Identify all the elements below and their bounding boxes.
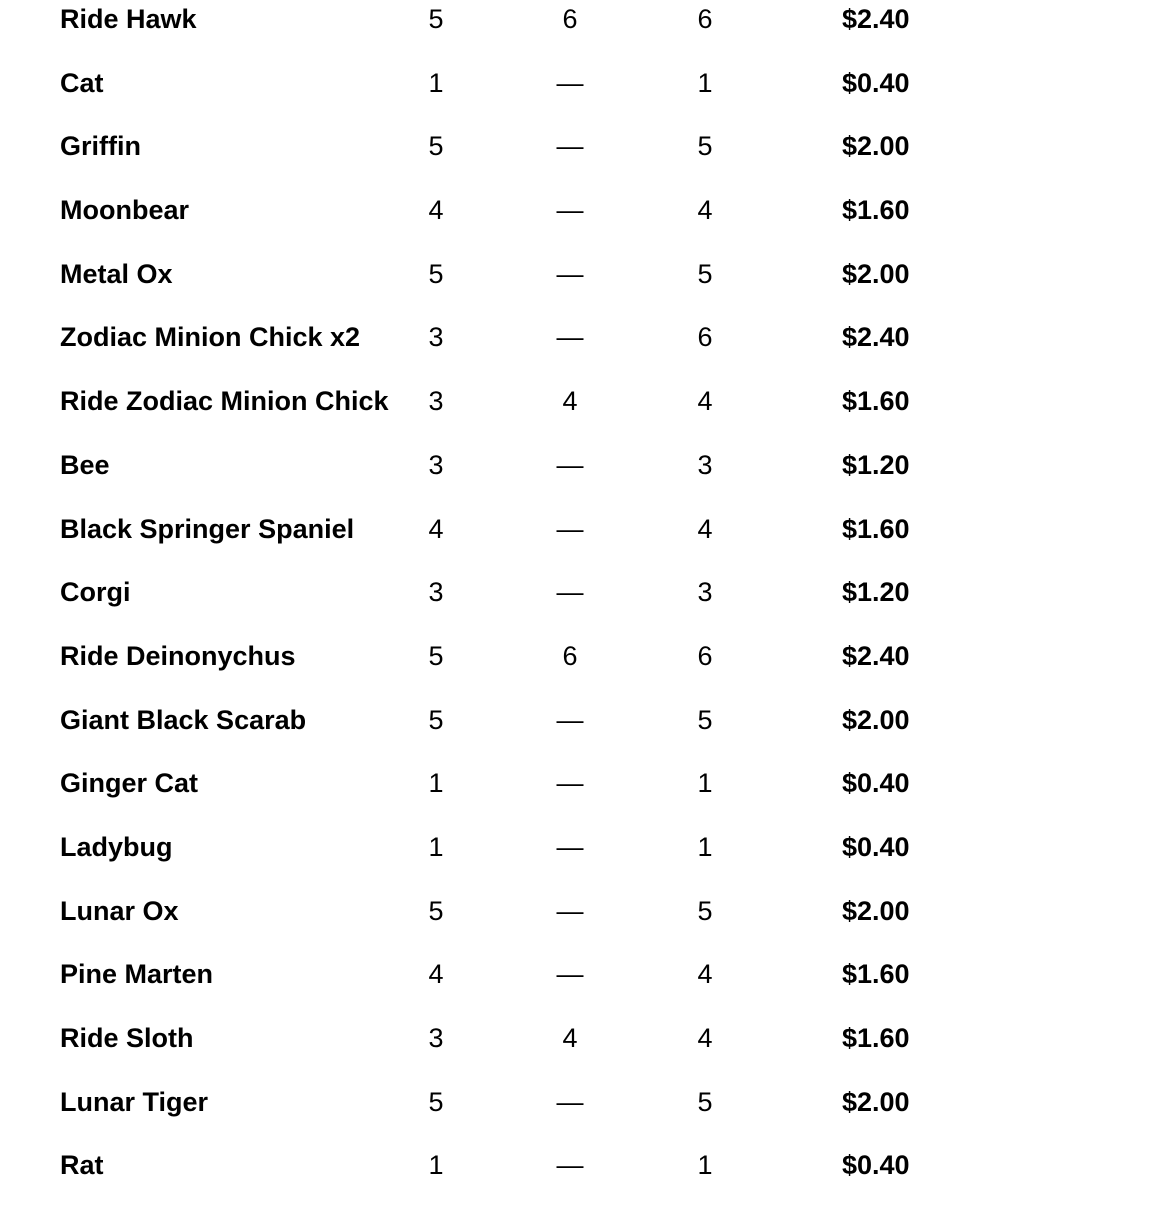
row-col-1: 5	[428, 895, 444, 926]
table-row	[0, 64, 1168, 128]
row-col-3: 5	[697, 704, 713, 735]
row-col-3: 4	[697, 1023, 713, 1053]
row-col-2: —	[556, 959, 584, 990]
row-name: Giant Black Scarab	[60, 704, 307, 735]
row-col-2: —	[556, 895, 584, 926]
table-row	[0, 382, 1168, 446]
table-row	[0, 0, 1168, 64]
row-col-3: 4	[697, 195, 713, 226]
row-name: Bee	[60, 449, 110, 480]
row-name: Ride Zodiac Minion Chick	[60, 386, 389, 417]
row-name: Rat	[60, 1150, 104, 1181]
row-col-2: —	[556, 513, 584, 544]
row-col-3: 6	[697, 4, 713, 34]
row-name: Ginger Cat	[60, 768, 199, 799]
row-col-1: 5	[428, 640, 444, 671]
row-col-2: —	[556, 831, 584, 862]
row-price: $1.20	[842, 577, 910, 608]
row-col-1: 4	[428, 195, 444, 226]
row-col-2: —	[556, 322, 584, 353]
row-price: $2.40	[842, 322, 910, 353]
row-name: Metal Ox	[60, 258, 173, 289]
row-name: Moonbear	[60, 195, 190, 226]
row-col-1: 3	[428, 449, 444, 480]
row-col-2: —	[556, 195, 584, 226]
row-col-2: —	[556, 768, 584, 799]
row-col-1: 3	[428, 1023, 444, 1053]
row-name: Ride Sloth	[60, 1023, 194, 1053]
row-col-3: 1	[697, 67, 713, 98]
row-name: Corgi	[60, 577, 131, 608]
row-col-3: 4	[697, 513, 713, 544]
row-price: $1.60	[842, 195, 910, 226]
row-col-2: 6	[562, 640, 578, 671]
row-price: $1.20	[842, 449, 910, 480]
row-name: Ride Deinonychus	[60, 640, 296, 671]
row-price: $1.60	[842, 513, 910, 544]
row-col-2: 6	[562, 4, 578, 34]
row-price: $0.40	[842, 768, 910, 799]
row-name: Zodiac Minion Chick x2	[60, 322, 361, 353]
row-price: $1.60	[842, 1023, 910, 1053]
row-name: Ride Hawk	[60, 4, 197, 34]
table-row	[0, 1083, 1168, 1147]
row-col-1: 4	[428, 513, 444, 544]
table-row	[0, 446, 1168, 510]
row-col-1: 1	[428, 1150, 444, 1181]
row-col-1: 5	[428, 1086, 444, 1117]
row-name: Black Springer Spaniel	[60, 513, 355, 544]
table-row	[0, 191, 1168, 255]
row-name: Ladybug	[60, 831, 173, 862]
table-row	[0, 127, 1168, 191]
row-col-2: —	[556, 1150, 584, 1181]
table-row	[0, 318, 1168, 382]
row-col-1: 3	[428, 386, 444, 417]
row-col-1: 1	[428, 831, 444, 862]
row-name: Pine Marten	[60, 959, 214, 990]
row-col-2: —	[556, 577, 584, 608]
table-row	[0, 255, 1168, 319]
row-name: Cat	[60, 67, 104, 98]
row-col-1: 5	[428, 131, 444, 162]
table-row	[0, 828, 1168, 892]
row-col-3: 1	[697, 1150, 713, 1181]
row-col-3: 5	[697, 895, 713, 926]
row-col-1: 1	[428, 67, 444, 98]
row-col-2: —	[556, 1086, 584, 1117]
table-row	[0, 1019, 1168, 1083]
row-name: Lunar Tiger	[60, 1086, 209, 1117]
row-col-2: —	[556, 258, 584, 289]
row-col-3: 5	[697, 131, 713, 162]
table-row	[0, 764, 1168, 828]
row-col-2: —	[556, 131, 584, 162]
table-row	[0, 573, 1168, 637]
row-col-3: 4	[697, 386, 713, 417]
row-col-3: 5	[697, 258, 713, 289]
row-col-2: —	[556, 449, 584, 480]
table-row	[0, 637, 1168, 701]
row-col-3: 1	[697, 768, 713, 799]
row-price: $2.00	[842, 895, 910, 926]
row-col-2: 4	[562, 386, 578, 417]
row-col-2: 4	[562, 1023, 578, 1053]
row-col-1: 3	[428, 577, 444, 608]
row-col-3: 3	[697, 577, 713, 608]
row-price: $0.40	[842, 1150, 910, 1181]
row-price: $1.60	[842, 386, 910, 417]
table-row	[0, 510, 1168, 574]
row-price: $2.00	[842, 704, 910, 735]
row-col-1: 5	[428, 258, 444, 289]
row-price: $2.00	[842, 131, 910, 162]
row-price: $2.00	[842, 1086, 910, 1117]
row-price: $0.40	[842, 67, 910, 98]
row-name: Griffin	[60, 131, 141, 162]
row-col-3: 1	[697, 831, 713, 862]
row-price: $0.40	[842, 831, 910, 862]
row-price: $1.60	[842, 959, 910, 990]
row-col-2: —	[556, 704, 584, 735]
table-row	[0, 955, 1168, 1019]
row-col-1: 5	[428, 704, 444, 735]
row-col-3: 6	[697, 640, 713, 671]
table-row	[0, 701, 1168, 765]
row-name: Lunar Ox	[60, 895, 179, 926]
row-col-1: 3	[428, 322, 444, 353]
row-col-2: —	[556, 67, 584, 98]
row-col-1: 1	[428, 768, 444, 799]
row-col-3: 4	[697, 959, 713, 990]
row-col-3: 3	[697, 449, 713, 480]
row-col-3: 6	[697, 322, 713, 353]
table-row	[0, 892, 1168, 956]
row-col-1: 4	[428, 959, 444, 990]
row-price: $2.40	[842, 640, 910, 671]
table-row	[0, 1146, 1168, 1210]
row-col-3: 5	[697, 1086, 713, 1117]
row-price: $2.00	[842, 258, 910, 289]
row-col-1: 5	[428, 4, 444, 34]
row-price: $2.40	[842, 4, 910, 34]
